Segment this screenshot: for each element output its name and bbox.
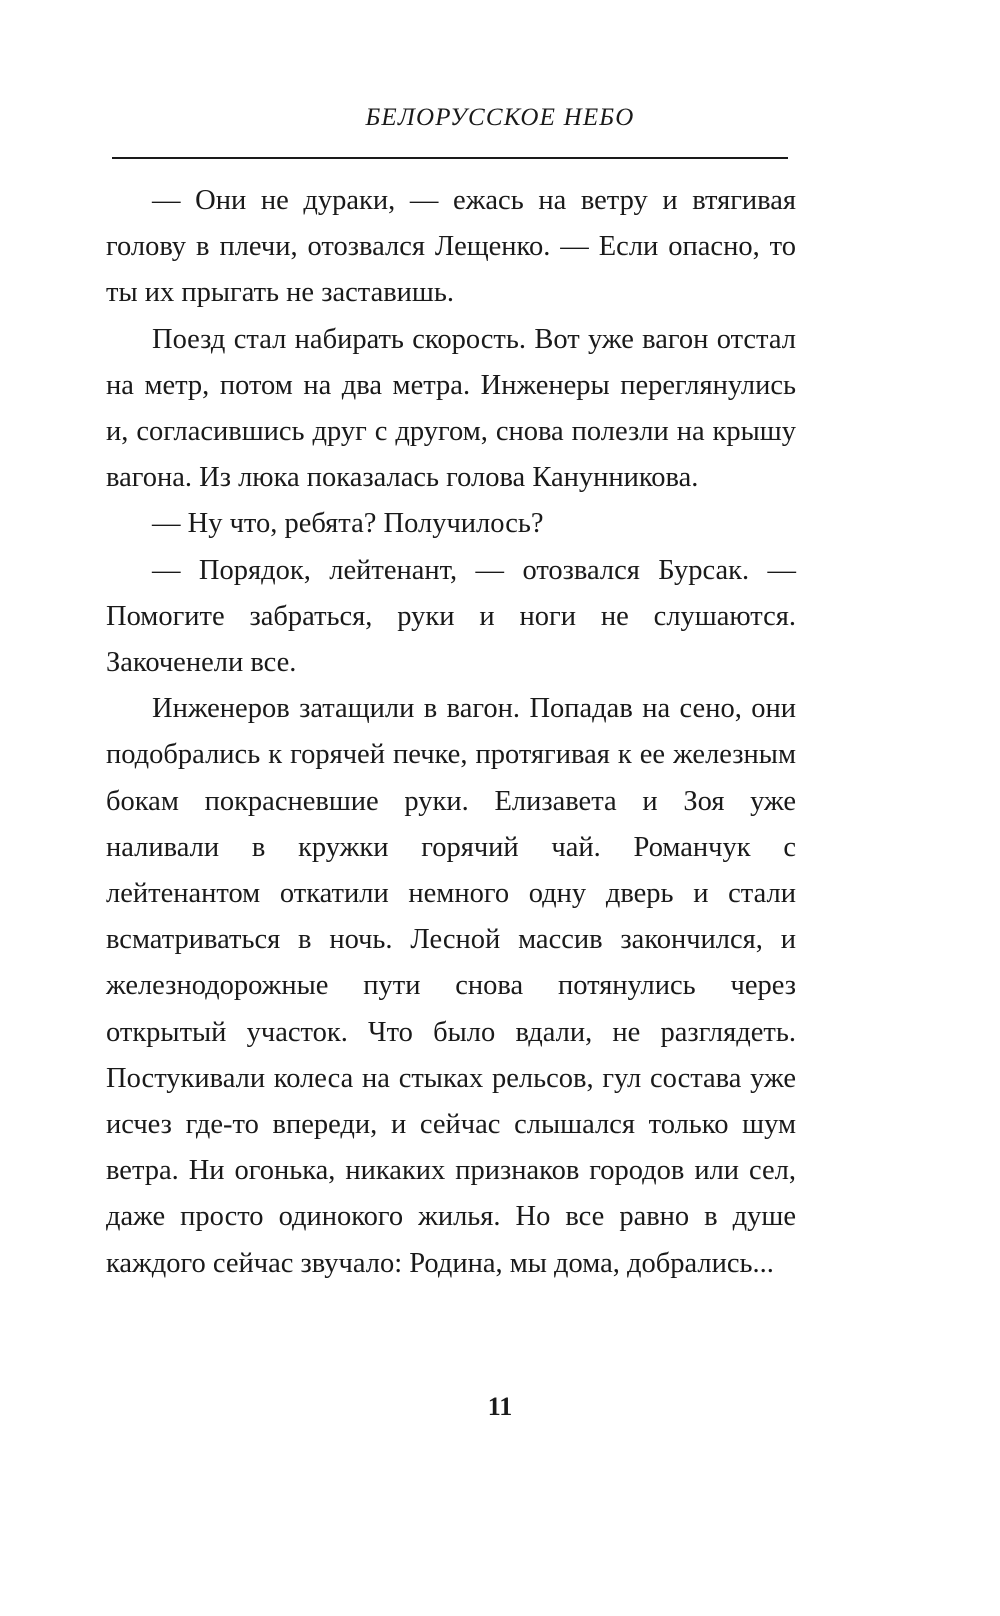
paragraph: — Порядок, лейтенант, — отозвался Бурсак. — Помогите забраться, руки и ноги не слушаются. Закоченели все. [106, 554, 796, 679]
paragraph: Поезд стал набирать скорость. Вот уже вагон отстал на метр, потом на два метра. Инженеры переглянулись и, согласившись друг с другом, снова полезли на крышу вагона. Из люка показалась голова Канунникова. [106, 323, 796, 494]
paragraph: — Они не дураки, — ежась на ветру и втягивая голову в плечи, отозвался Лещенко. — Если опасно, то ты их прыгать не заставишь. [106, 185, 796, 309]
paragraph: Инженеров затащили в вагон. Попадав на сено, они подобрались к горячей печке, протягивая к ее железным бокам покрасневшие руки. Елизавета и Зоя уже наливали в кружки горячий чай. Романчук с лейтенантом откатили немного одну дверь и стали всматриваться в ночь. Лесной массив закончился, и железнодорожные пути снова потянулись через открытый участок. Что было вдали, не разглядеть. Постукивали колеса на стыках рельсов, гул состава уже исчез где-то впереди, и сейчас слышался только шум ветра. Ни огонька, никаких признаков городов или сел, даже просто одинокого жилья. Но все равно в душе каждого сейчас звучало: Родина, мы дома, добрались... [106, 693, 796, 1279]
header-divider [112, 157, 788, 159]
running-head: БЕЛОРУССКОЕ НЕБО [365, 104, 635, 131]
page-number: 11 [487, 1392, 513, 1421]
body-text [106, 178, 796, 1287]
paragraph: — Ну что, ребята? Получилось? [152, 508, 544, 540]
